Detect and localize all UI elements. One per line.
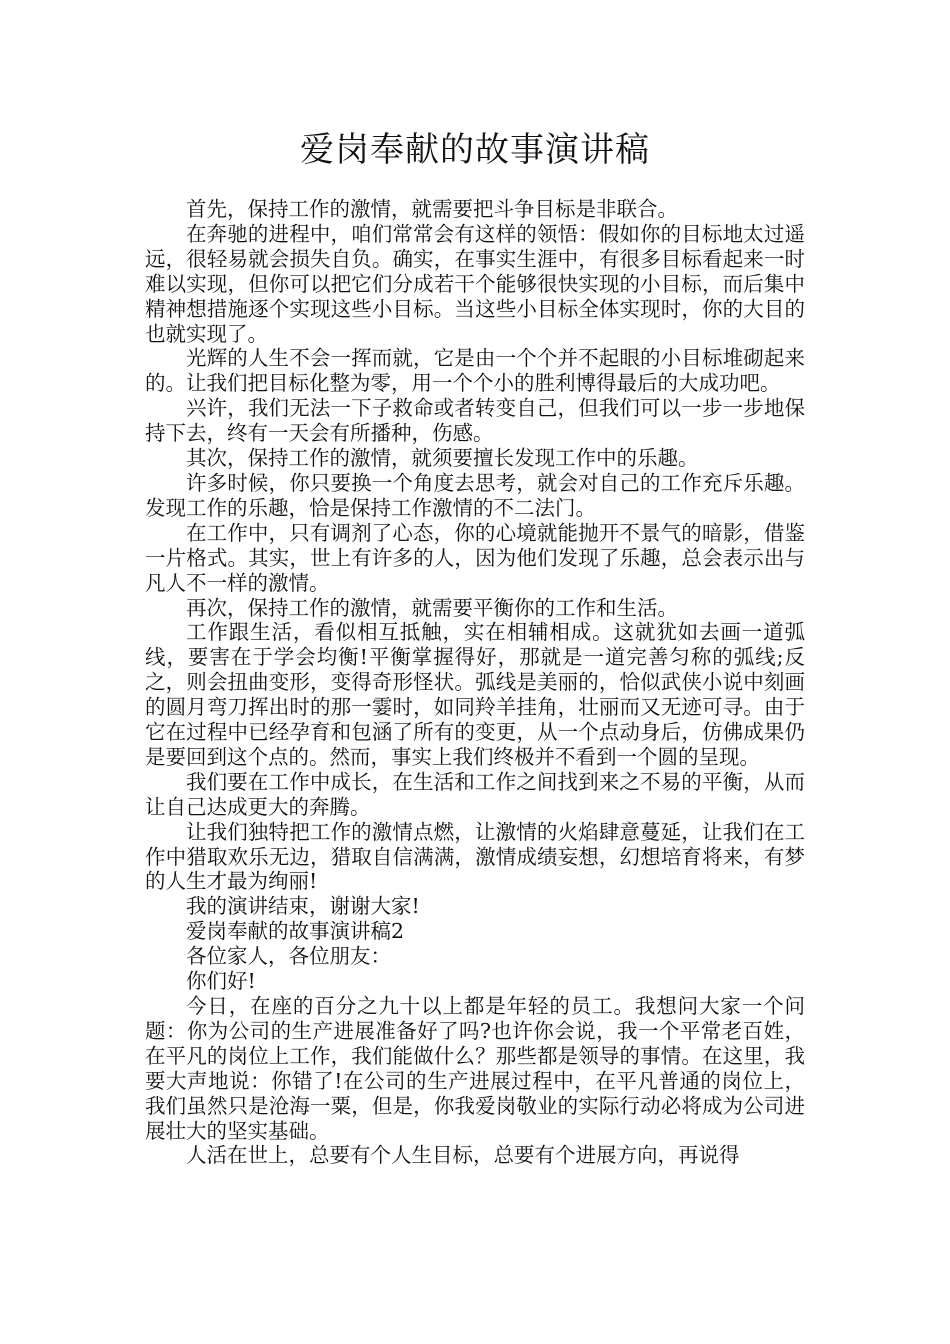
paragraph: 今日，在座的百分之九十以上都是年轻的员工。我想问大家一个问题：你为公司的生产进展准备好了吗?也许你会说，我一个平常老百姓，在平凡的岗位上工作，我们能做什么？那些都是领导的事情。在这里，我要大声地说：你错了!在公司的生产进展过程中，在平凡普通的岗位上，我们虽然只是沧海一粟，但是，你我爱岗敬业的实际行动必将成为公司进展壮大的坚实基础。	[145, 994, 805, 1143]
paragraph: 让我们独特把工作的激情点燃，让激情的火焰肆意蔓延，让我们在工作中猎取欢乐无边，猎取自信满满，激情成绩妄想，幻想培育将来，有梦的人生才最为绚丽!	[145, 819, 805, 894]
greeting: 你们好!	[186, 969, 256, 994]
document-title: 爱岗奉献的故事演讲稿	[300, 130, 650, 170]
paragraph: 许多时候，你只要换一个角度去思考，就会对自己的工作充斥乐趣。发现工作的乐趣，恰是保持工作激情的不二法门。	[145, 470, 805, 520]
paragraph: 首先，保持工作的激情，就需要把斗争目标是非联合。	[186, 197, 678, 221]
paragraph: 在工作中，只有调剂了心态，你的心境就能抛开不景气的暗影，借鉴一片格式。其实，世上有许多的人，因为他们发现了乐趣，总会表示出与凡人不一样的激情。	[145, 520, 805, 595]
document-body	[145, 197, 805, 1168]
paragraph: 再次，保持工作的激情，就需要平衡你的工作和生活。	[186, 595, 678, 620]
paragraph: 其次，保持工作的激情，就须要擅长发现工作中的乐趣。	[186, 446, 699, 471]
salutation: 各位家人，各位朋友：	[186, 944, 391, 969]
paragraph: 我的演讲结束，谢谢大家!	[186, 894, 420, 919]
section-heading: 爱岗奉献的故事演讲稿2	[186, 919, 405, 944]
paragraph: 兴许，我们无法一下子救命或者转变自己，但我们可以一步一步地保持下去，终有一天会有所播种，伤感。	[145, 396, 805, 446]
paragraph: 我们要在工作中成长，在生活和工作之间找到来之不易的平衡，从而让自己达成更大的奔腾。	[145, 769, 805, 819]
paragraph: 人活在世上，总要有个人生目标，总要有个进展方向，再说得	[186, 1143, 740, 1168]
paragraph: 在奔驰的进程中，咱们常常会有这样的领悟：假如你的目标地太过遥远，很轻易就会损失自负。确实，在事实生涯中，有很多目标看起来一时难以实现，但你可以把它们分成若干个能够很快实现的小目标，而后集中精神想措施逐个实现这些小目标。当这些小目标全体实现时，你的大目的也就实现了。	[145, 221, 805, 346]
paragraph: 光辉的人生不会一挥而就，它是由一个个并不起眼的小目标堆砌起来的。让我们把目标化整为零，用一个个小的胜利博得最后的大成功吧。	[145, 346, 805, 396]
paragraph: 工作跟生活，看似相互抵触，实在相辅相成。这就犹如去画一道弧线，要害在于学会均衡!平衡掌握得好，那就是一道完善匀称的弧线;反之，则会扭曲变形，变得奇形怪状。弧线是美丽的，恰似武侠小说中刻画的圆月弯刀挥出时的那一霎时，如同羚羊挂角，壮丽而又无迹可寻。由于它在过程中已经孕育和包涵了所有的变更，从一个点动身后，仿佛成果仍是要回到这个点的。然而，事实上我们终极并不看到一个圆的呈现。	[145, 620, 805, 769]
